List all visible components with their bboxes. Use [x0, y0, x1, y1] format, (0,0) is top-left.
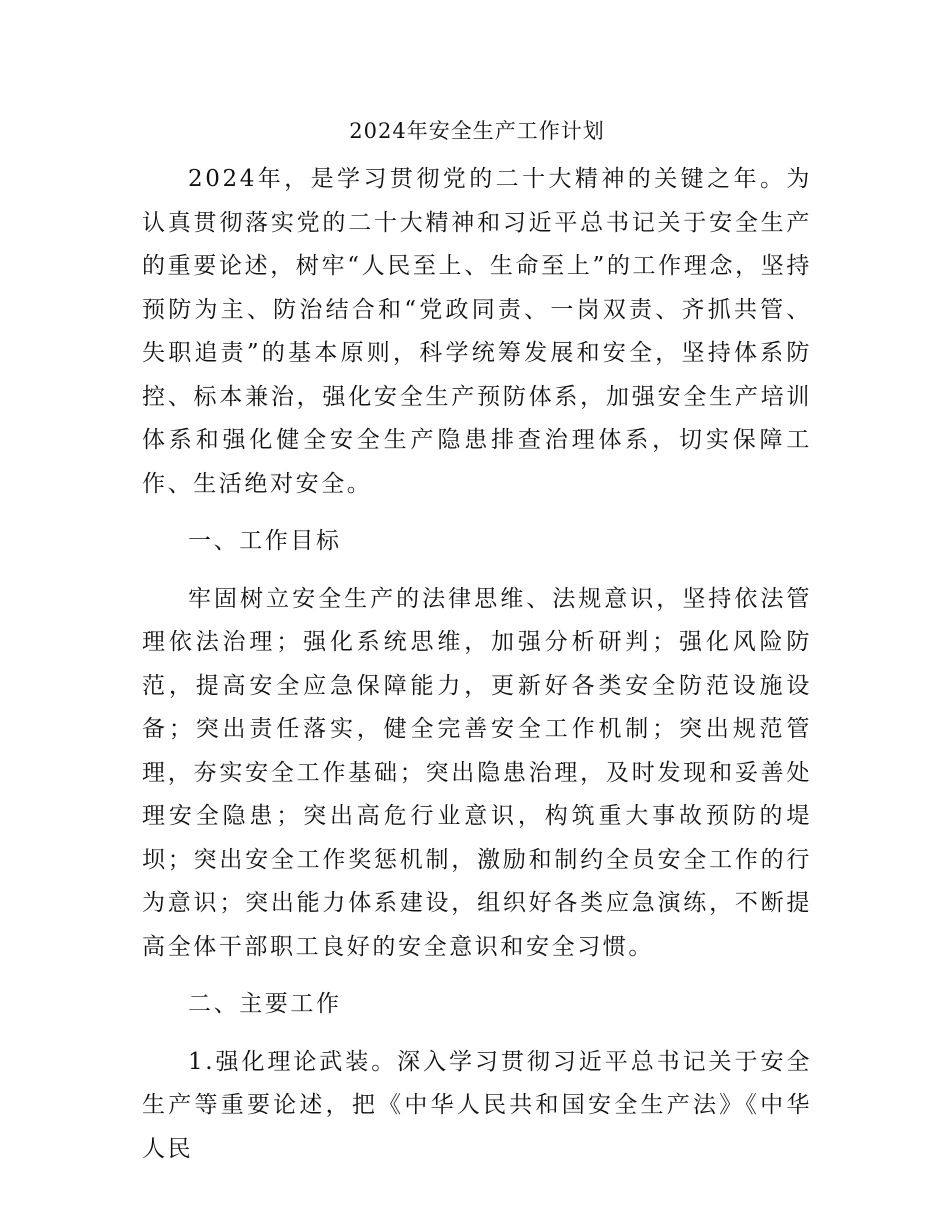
intro-paragraph: 2024年，是学习贯彻党的二十大精神的关键之年。为认真贯彻落实党的二十大精神和习近平总书记关于安全生产的重要论述，树牢“人民至上、生命至上”的工作理念，坚持预防为主、防治结合和“党政同责、一岗双责、齐抓共管、失职追责”的基本原则，科学统筹发展和安全，坚持体系防控、标本兼治，强化安全生产预防体系，加强安全生产培训体系和强化健全安全生产隐患排查治理体系，切实保障工作、生活绝对安全。 [142, 166, 812, 497]
document-title: 2024年安全生产工作计划 [349, 119, 605, 143]
main-work-item-1: 1.强化理论武装。深入学习贯彻习近平总书记关于安全生产等重要论述，把《中华人民共和国安全生产法》《中华人民 [142, 1048, 812, 1162]
document-body [142, 108, 812, 1171]
section-heading-goals: 一、工作目标 [188, 528, 342, 554]
goals-paragraph: 牢固树立安全生产的法律思维、法规意识，坚持依法管理依法治理；强化系统思维，加强分析研判；强化风险防范，提高安全应急保障能力，更新好各类安全防范设施设备；突出责任落实，健全完善安全工作机制；突出规范管理，夯实安全工作基础；突出隐患治理，及时发现和妥善处理安全隐患；突出高危行业意识，构筑重大事故预防的堤坝；突出安全工作奖惩机制，激励和制约全员安全工作的行为意识；突出能力体系建设，组织好各类应急演练，不断提高全体干部职工良好的安全意识和安全习惯。 [142, 585, 812, 960]
section-heading-main-work: 二、主要工作 [188, 991, 342, 1017]
